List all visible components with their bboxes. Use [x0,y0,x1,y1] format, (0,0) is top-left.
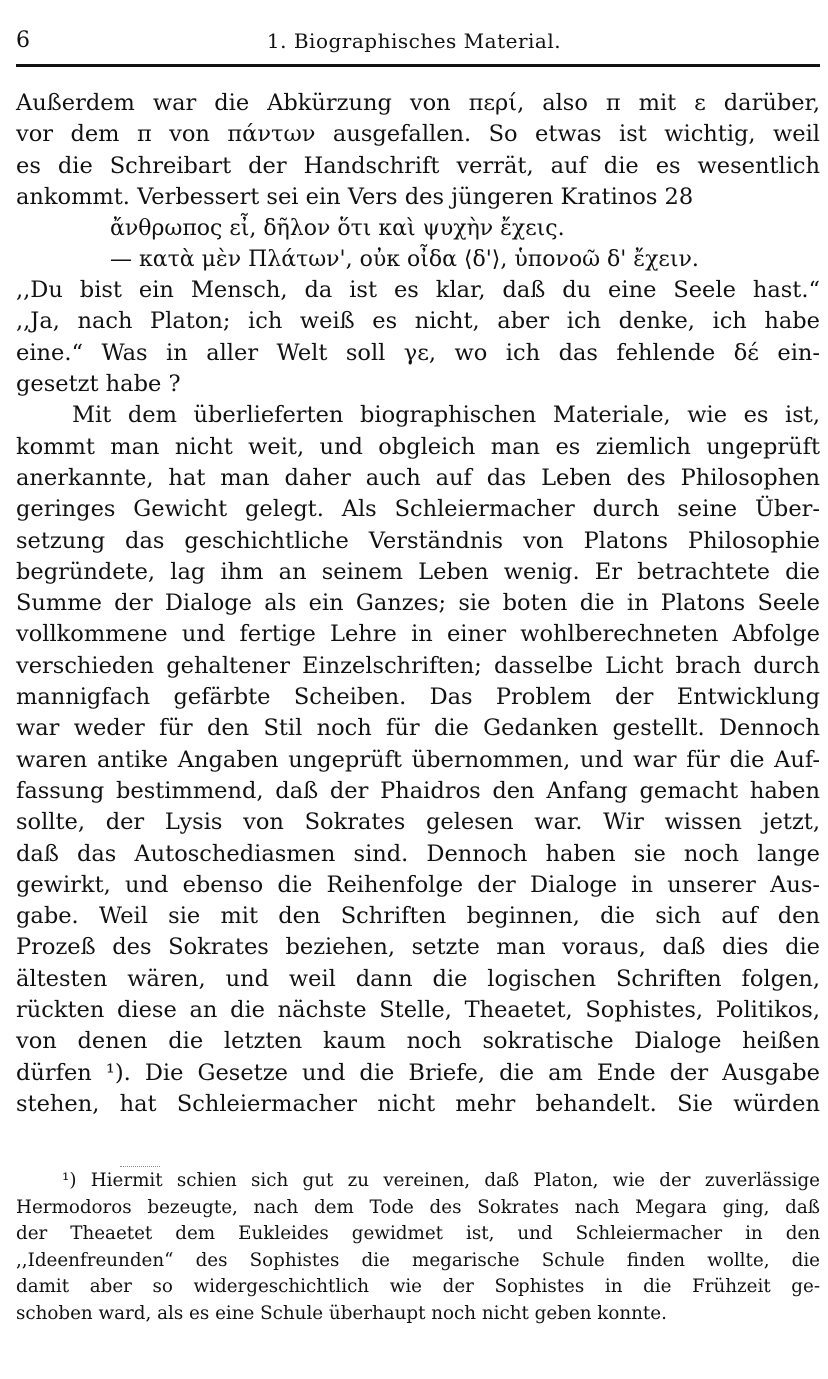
text-line: gesetzt habe ? [16,371,181,398]
page-number: 6 [16,28,30,53]
footnote-line: Hermodoros bezeugte, nach dem Tode des Sokrates nach Megara ging, daß [16,1196,820,1218]
paragraph-1 [16,88,820,213]
text-line: setzung das geschichtliche Verständnis von Platons Philosophie [16,527,820,554]
text-line: ankommt. Verbessert sei ein Vers des jüngeren Kratinos 28 [16,183,694,210]
footnote [16,1168,820,1327]
text-line: anerkannte, hat man daher auch auf das Leben des Philosophen [16,464,820,491]
text-line: Prozeß des Sokrates beziehen, setzte man voraus, daß dies die [16,934,820,961]
text-line: ältesten wären, und weil dann die logischen Schriften folgen, [16,965,820,992]
text-line: sollte, der Lysis von Sokrates gelesen war. Wir wissen jetzt, [16,809,820,836]
text-line: mannigfach gefärbte Scheiben. Das Problem der Entwicklung [16,684,820,711]
text-line: vollkommene und fertige Lehre in einer wohlberechneten Abfolge [16,621,820,648]
text-line: es die Schreibart der Handschrift verrät, auf die es wesentlich [16,152,820,179]
footnote-separator [120,1166,160,1167]
text-line: gewirkt, und ebenso die Reihenfolge der Dialoge in unserer Aus- [16,871,820,898]
text-line: daß das Autoschediasmen sind. Dennoch haben sie noch lange [16,840,820,867]
text-line: kommt man nicht weit, und obgleich man es ziemlich ungeprüft [16,433,820,460]
text-line: fassung bestimmend, daß der Phaidros den Anfang gemacht haben [16,777,820,804]
paragraph-3 [16,400,820,1120]
text-line: ,,Du bist ein Mensch, da ist es klar, daß du eine Seele hast.“ [16,277,820,304]
footnote-line: ,,Ideenfreunden“ des Sophistes die megarische Schule finden wollte, die [16,1249,820,1271]
page-header [0,28,828,62]
text-line: waren antike Angaben ungeprüft übernommen, und war für die Auf- [16,746,820,773]
verse-line: — κατὰ μὲν Πλάτων', οὐκ οἶδα ⟨δ'⟩, ὑπονοῶ δ' ἔχειν. [110,247,699,273]
text-line: dürfen ¹). Die Gesetze und die Briefe, die am Ende der Ausgabe [16,1059,820,1086]
text-line: vor dem π von πάντων ausgefallen. So etwas ist wichtig, weil [16,121,820,148]
text-line: gabe. Weil sie mit den Schriften beginnen, die sich auf den [16,903,820,930]
text-line: Mit dem überlieferten biographischen Materiale, wie es ist, [72,402,820,429]
header-rule [16,64,820,67]
verse-line: ἄνθρωπος εἶ, δῆλον ὅτι καὶ ψυχὴν ἔχεις. [110,216,565,242]
footnote-line: der Theaetet dem Eukleides gewidmet ist, und Schleiermacher in den [16,1223,820,1244]
text-line: ,,Ja, nach Platon; ich weiß es nicht, aber ich denke, ich habe [16,308,820,335]
text-line: rückten diese an die nächste Stelle, Theaetet, Sophistes, Politikos, [16,997,820,1024]
paragraph-2 [16,275,820,400]
running-title: 1. Biographisches Material. [266,29,562,53]
footnote-line: schoben ward, als es eine Schule überhaupt noch nicht geben konnte. [16,1302,667,1324]
text-line: begründete, lag ihm an seinem Leben wenig. Er betrachtete die [16,558,820,585]
footnote-line: ¹) Hiermit schien sich gut zu vereinen, daß Platon, wie der zuverlässige [62,1170,820,1191]
main-text [16,88,820,1120]
verse-quotation [16,213,820,275]
text-line: verschieden gehaltener Einzelschriften; dasselbe Licht brach durch [16,652,820,679]
text-line: war weder für den Stil noch für die Gedanken gestellt. Dennoch [16,715,820,742]
text-line: Außerdem war die Abkürzung von περί, also π mit ε darüber, [16,90,820,116]
footnote-line: damit aber so widergeschichtlich wie der Sophistes in die Frühzeit ge- [16,1276,820,1297]
text-line: Summe der Dialoge als ein Ganzes; sie boten die in Platons Seele [16,590,820,617]
text-line: stehen, hat Schleiermacher nicht mehr behandelt. Sie würden [16,1090,820,1117]
text-line: von denen die letzten kaum noch sokratische Dialoge heißen [16,1028,820,1055]
text-line: eine.“ Was in aller Welt soll γε, wo ich das fehlende δέ ein- [16,339,820,366]
text-line: geringes Gewicht gelegt. Als Schleiermacher durch seine Über- [16,496,820,523]
